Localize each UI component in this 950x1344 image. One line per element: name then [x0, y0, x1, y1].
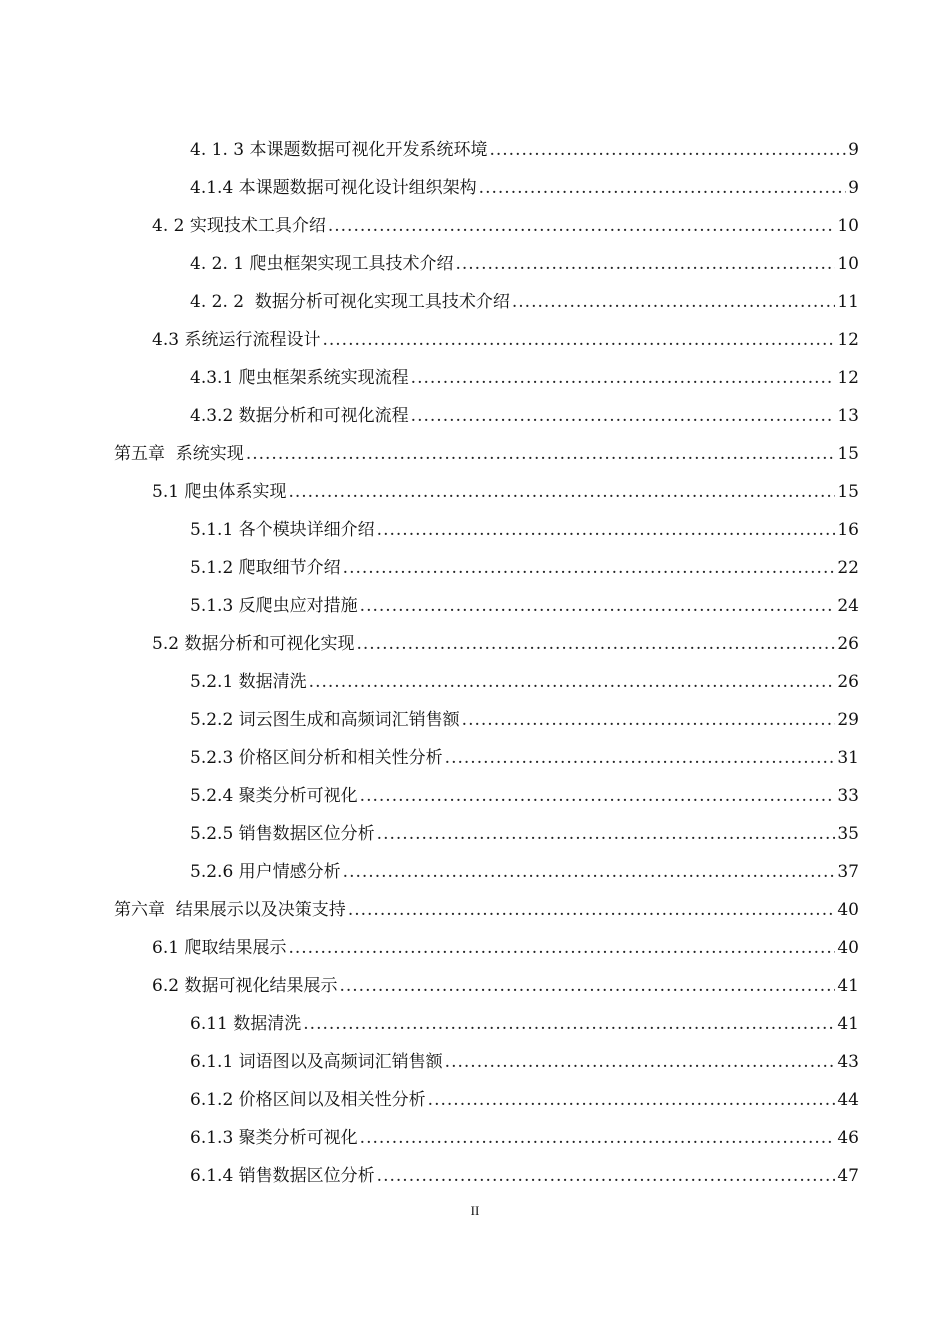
toc-entry-title: 4.1.4 本课题数据可视化设计组织架构	[190, 178, 477, 198]
toc-entry-page: 26	[837, 672, 859, 692]
toc-entry-page: 24	[837, 596, 859, 616]
toc-entry-page: 11	[837, 292, 859, 312]
toc-entry-title: 5.1 爬虫体系实现	[152, 482, 287, 502]
toc-entry-page: 9	[848, 178, 859, 198]
toc-entry[interactable]	[0, 207, 859, 245]
toc-entry-page: 40	[837, 900, 859, 920]
toc-leader-dots	[309, 663, 836, 701]
toc-entry-title: 4.3.2 数据分析和可视化流程	[190, 406, 409, 426]
toc-entry[interactable]	[0, 1157, 859, 1195]
toc-entry[interactable]	[0, 169, 859, 207]
toc-entry-page: 13	[837, 406, 859, 426]
toc-entry-page: 31	[837, 748, 859, 768]
toc-entry-title: 6.1.4 销售数据区位分析	[190, 1166, 375, 1186]
toc-entry-title: 5.2.6 用户情感分析	[190, 862, 341, 882]
toc-entry-title: 6.1 爬取结果展示	[152, 938, 287, 958]
toc-leader-dots	[377, 511, 836, 549]
toc-entry-title: 4.3.1 爬虫框架系统实现流程	[190, 368, 409, 388]
toc-entry[interactable]	[0, 815, 859, 853]
toc-leader-dots	[343, 853, 836, 891]
toc-entry-title: 6.2 数据可视化结果展示	[152, 976, 338, 996]
toc-entry-title: 5.1.3 反爬虫应对措施	[190, 596, 358, 616]
toc-leader-dots	[462, 701, 836, 739]
toc-entry[interactable]	[0, 739, 859, 777]
toc-entry-title: 5.2.5 销售数据区位分析	[190, 824, 375, 844]
toc-entry[interactable]	[0, 511, 859, 549]
table-of-contents	[0, 131, 950, 1195]
toc-entry-title: 第六章 结果展示以及决策支持	[114, 900, 346, 920]
toc-entry-page: 41	[837, 976, 859, 996]
toc-entry-page: 16	[837, 520, 859, 540]
toc-leader-dots	[339, 967, 835, 1005]
toc-entry-page: 26	[837, 634, 859, 654]
toc-leader-dots	[328, 207, 836, 245]
toc-entry[interactable]	[0, 967, 859, 1005]
toc-entry[interactable]	[0, 1005, 859, 1043]
toc-entry[interactable]	[0, 549, 859, 587]
toc-entry-title: 4.3 系统运行流程设计	[152, 330, 321, 350]
toc-entry[interactable]	[0, 1043, 859, 1081]
toc-leader-dots	[322, 321, 835, 359]
toc-entry[interactable]	[0, 929, 859, 967]
toc-leader-dots	[356, 625, 835, 663]
toc-entry-page: 9	[848, 140, 859, 160]
toc-entry-title: 5.2 数据分析和可视化实现	[152, 634, 355, 654]
toc-leader-dots	[428, 1081, 836, 1119]
toc-entry-page: 40	[837, 938, 859, 958]
toc-entry-title: 5.2.3 价格区间分析和相关性分析	[190, 748, 443, 768]
toc-leader-dots	[512, 283, 835, 321]
toc-leader-dots	[377, 815, 836, 853]
toc-leader-dots	[411, 397, 836, 435]
toc-entry-page: 29	[837, 710, 859, 730]
toc-entry-page: 37	[837, 862, 859, 882]
toc-leader-dots	[360, 777, 836, 815]
toc-entry[interactable]	[0, 359, 859, 397]
toc-entry-page: 44	[837, 1090, 859, 1110]
toc-entry[interactable]	[0, 701, 859, 739]
toc-entry-title: 6.1.1 词语图以及高频词汇销售额	[190, 1052, 443, 1072]
toc-entry-page: 15	[837, 482, 859, 502]
toc-leader-dots	[288, 929, 835, 967]
toc-entry[interactable]	[0, 1081, 859, 1119]
toc-entry-title: 4. 2 实现技术工具介绍	[152, 216, 326, 236]
toc-entry[interactable]	[0, 131, 859, 169]
toc-entry-title: 6.1.2 价格区间以及相关性分析	[190, 1090, 426, 1110]
toc-entry-title: 5.2.2 词云图生成和高频词汇销售额	[190, 710, 460, 730]
toc-entry-page: 33	[837, 786, 859, 806]
toc-entry-page: 46	[837, 1128, 859, 1148]
toc-entry-page: 15	[837, 444, 859, 464]
toc-entry[interactable]	[0, 473, 859, 511]
toc-entry-page: 35	[837, 824, 859, 844]
toc-entry[interactable]	[0, 663, 859, 701]
toc-leader-dots	[246, 435, 836, 473]
toc-entry-page: 12	[837, 330, 859, 350]
toc-entry[interactable]	[0, 321, 859, 359]
toc-entry[interactable]	[0, 777, 859, 815]
toc-entry-title: 6.1.3 聚类分析可视化	[190, 1128, 358, 1148]
toc-entry[interactable]	[0, 587, 859, 625]
toc-entry[interactable]	[0, 435, 859, 473]
toc-leader-dots	[445, 739, 836, 777]
toc-entry-page: 47	[837, 1166, 859, 1186]
toc-entry-page: 22	[837, 558, 859, 578]
toc-leader-dots	[360, 587, 836, 625]
toc-entry[interactable]	[0, 1119, 859, 1157]
toc-entry-page: 10	[837, 254, 859, 274]
toc-entry-title: 4. 2. 2 数据分析可视化实现工具技术介绍	[190, 292, 510, 312]
toc-entry-page: 10	[837, 216, 859, 236]
toc-leader-dots	[343, 549, 836, 587]
toc-leader-dots	[411, 359, 836, 397]
toc-leader-dots	[445, 1043, 836, 1081]
page-number: II	[470, 1203, 480, 1218]
toc-leader-dots	[360, 1119, 836, 1157]
toc-entry-title: 第五章 系统实现	[114, 444, 244, 464]
toc-leader-dots	[348, 891, 836, 929]
toc-entry[interactable]	[0, 245, 859, 283]
toc-leader-dots	[455, 245, 835, 283]
toc-leader-dots	[288, 473, 835, 511]
toc-entry[interactable]	[0, 891, 859, 929]
toc-entry-title: 5.2.1 数据清洗	[190, 672, 307, 692]
toc-entry[interactable]	[0, 625, 859, 663]
toc-entry[interactable]	[0, 397, 859, 435]
toc-entry-page: 41	[837, 1014, 859, 1034]
toc-entry-title: 5.1.1 各个模块详细介绍	[190, 520, 375, 540]
toc-entry[interactable]	[0, 853, 859, 891]
toc-entry-title: 4. 1. 3 本课题数据可视化开发系统环境	[190, 140, 488, 160]
toc-entry-title: 6.11 数据清洗	[190, 1014, 302, 1034]
toc-entry-title: 5.1.2 爬取细节介绍	[190, 558, 341, 578]
toc-leader-dots	[303, 1005, 835, 1043]
toc-entry-title: 5.2.4 聚类分析可视化	[190, 786, 358, 806]
toc-entry[interactable]	[0, 283, 859, 321]
toc-leader-dots	[489, 131, 846, 169]
toc-entry-page: 43	[837, 1052, 859, 1072]
toc-entry-page: 12	[837, 368, 859, 388]
toc-leader-dots	[479, 169, 847, 207]
toc-leader-dots	[377, 1157, 836, 1195]
toc-entry-title: 4. 2. 1 爬虫框架实现工具技术介绍	[190, 254, 454, 274]
